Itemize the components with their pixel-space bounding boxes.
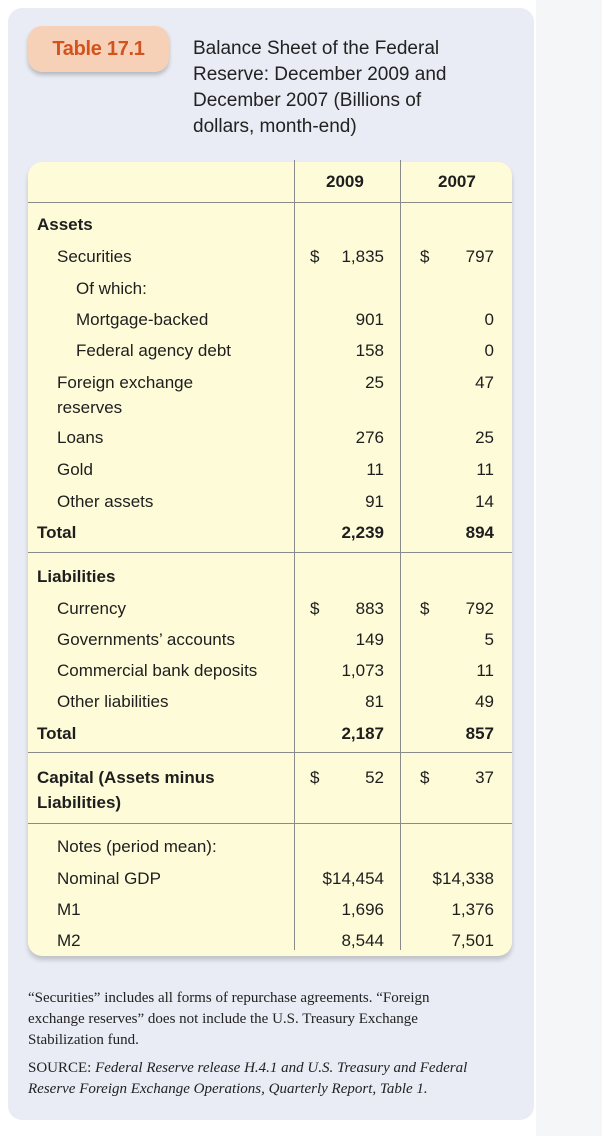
capital-label-continued: Liabilities) (37, 793, 122, 812)
currency-symbol: $ (310, 599, 320, 618)
row-divider (28, 823, 512, 824)
value-2007: 0 (484, 310, 494, 329)
footnote (28, 988, 518, 1051)
column-header-2007: 2007 (438, 172, 476, 191)
row-label: Foreign exchange (57, 373, 194, 392)
notes-heading: Notes (period mean): (57, 837, 217, 856)
capital-2007: 37 (475, 768, 494, 787)
value-2009: 8,544 (341, 931, 384, 950)
liabilities-total-label: Total (37, 724, 77, 743)
value-2007: 7,501 (451, 931, 494, 950)
source-text: Federal Reserve release H.4.1 and U.S. Treasury and Federal (95, 1060, 468, 1076)
row-label: M1 (57, 900, 81, 919)
value-2009: 901 (355, 310, 384, 329)
currency-symbol: $ (310, 247, 320, 266)
row-label: Other assets (57, 492, 154, 511)
column-divider (400, 160, 401, 950)
currency-symbol: $ (420, 768, 430, 787)
value-2009: 91 (365, 492, 384, 511)
value-2007: 25 (475, 428, 494, 447)
currency-symbol: $ (420, 247, 430, 266)
value-2009: 25 (365, 373, 384, 392)
assets-total-label: Total (37, 523, 77, 542)
value-2009: 149 (355, 630, 384, 649)
source-note (28, 1058, 518, 1100)
row-label: Securities (57, 247, 132, 266)
caption-line: dollars, month-end) (193, 116, 357, 137)
liabilities-total-2007: 857 (465, 724, 494, 743)
source-text: Reserve Foreign Exchange Operations, Quarterly Report, Table 1. (28, 1081, 428, 1097)
caption-line: Reserve: December 2009 and (193, 64, 447, 85)
value-2007: 1,376 (451, 900, 494, 919)
row-label: Nominal GDP (57, 869, 161, 888)
row-label: Other liabilities (57, 692, 169, 711)
value-2007: 11 (476, 460, 494, 479)
value-2007: 14 (475, 492, 494, 511)
value-2007: $14,338 (432, 869, 494, 888)
value-2009: 1,835 (341, 247, 384, 266)
value-2009: 883 (355, 599, 384, 618)
page-margin (536, 0, 602, 1136)
value-2007: 0 (484, 341, 494, 360)
assets-total-2007: 894 (465, 523, 494, 542)
table-caption (193, 36, 493, 140)
capital-label: Capital (Assets minus (37, 768, 215, 787)
currency-symbol: $ (420, 599, 430, 618)
value-2007: 47 (475, 373, 494, 392)
row-label: Mortgage-backed (76, 310, 209, 329)
caption-line: Balance Sheet of the Federal (193, 38, 440, 59)
source-prefix: SOURCE: (28, 1060, 96, 1076)
assets-total-2009: 2,239 (341, 523, 384, 542)
value-2009: 11 (366, 460, 384, 479)
row-label: Commercial bank deposits (57, 661, 258, 680)
row-label: Governments’ accounts (57, 630, 235, 649)
row-label: M2 (57, 931, 81, 950)
row-label: Of which: (76, 279, 147, 298)
footnote-line: Stabilization fund. (28, 1032, 139, 1048)
currency-symbol: $ (310, 768, 320, 787)
row-divider (28, 552, 512, 553)
row-label: Gold (57, 460, 93, 479)
value-2007: 797 (465, 247, 494, 266)
row-divider (28, 202, 512, 203)
value-2009: 81 (365, 692, 384, 711)
row-label-continued: reserves (57, 398, 123, 417)
row-label: Loans (57, 428, 104, 447)
row-divider (28, 752, 512, 753)
value-2009: 1,073 (341, 661, 384, 680)
liabilities-total-2009: 2,187 (341, 724, 384, 743)
row-label: Federal agency debt (76, 341, 231, 360)
value-2009: 1,696 (341, 900, 384, 919)
value-2007: 792 (465, 599, 494, 618)
value-2009: $14,454 (322, 869, 384, 888)
row-label: Currency (57, 599, 126, 618)
column-divider (294, 160, 295, 950)
table-number-badge: Table 17.1 (28, 26, 169, 72)
value-2009: 158 (355, 341, 384, 360)
footnote-line: exchange reserves” does not include the U.S. Treasury Exchange (28, 1011, 418, 1027)
footnote-line: “Securities” includes all forms of repurchase agreements. “Foreign (28, 990, 430, 1006)
value-2009: 276 (355, 428, 384, 447)
capital-2009: 52 (365, 768, 384, 787)
value-2007: 49 (475, 692, 494, 711)
caption-line: December 2007 (Billions of (193, 90, 422, 111)
value-2007: 11 (476, 661, 494, 680)
column-header-2009: 2009 (326, 172, 364, 191)
section-heading-liabilities: Liabilities (37, 567, 116, 586)
value-2007: 5 (484, 630, 494, 649)
section-heading-assets: Assets (37, 215, 93, 234)
